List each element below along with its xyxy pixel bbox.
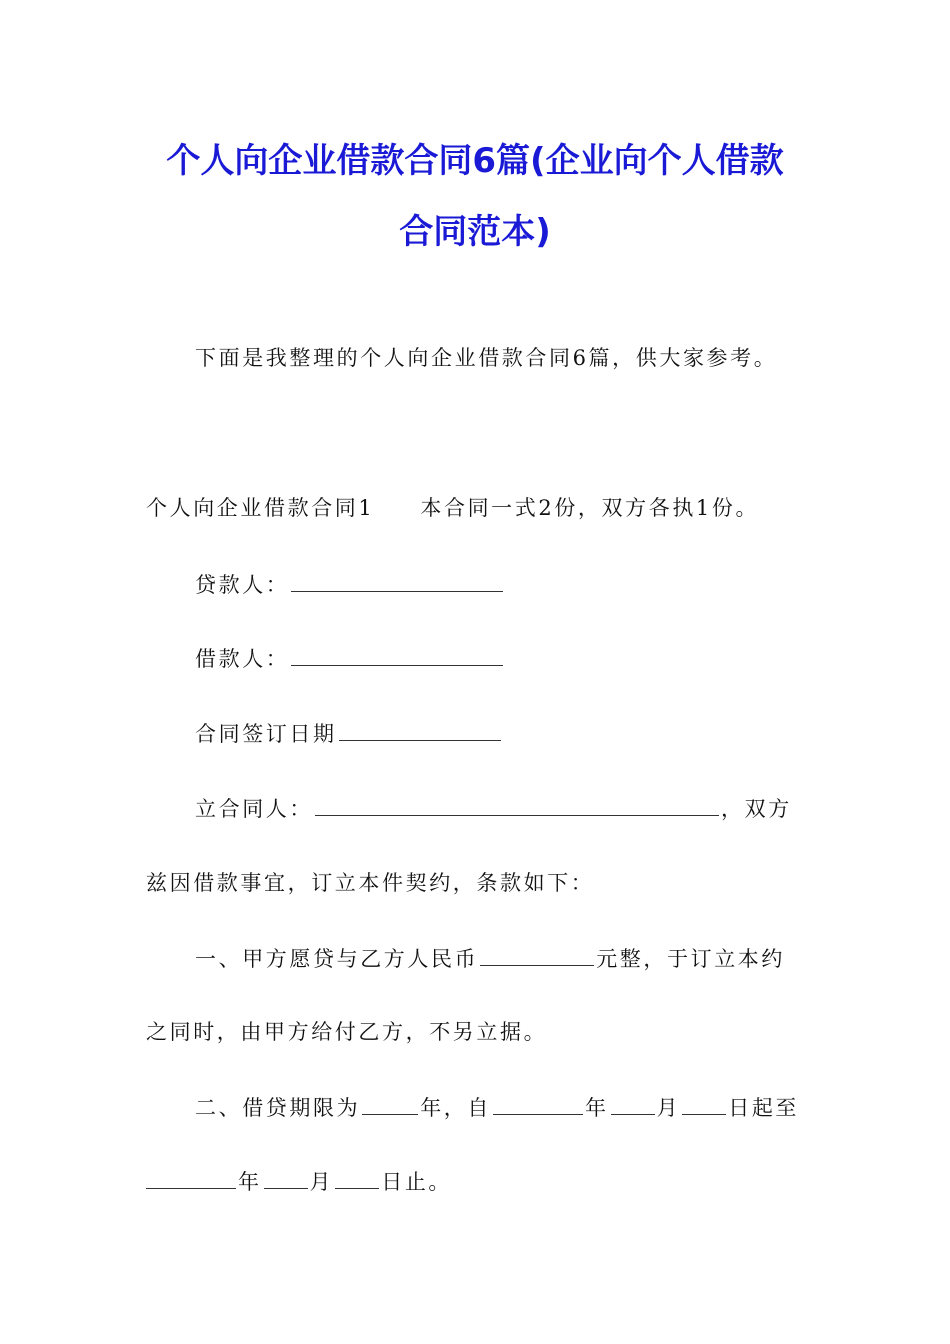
clause-2-end-year-label: 年 [238,1170,262,1194]
contract-heading-row [146,493,759,523]
contract-heading: 个人向企业借款合同1 [146,496,375,520]
clause-1-amount-blank [480,943,594,966]
clause-1-row [195,943,785,974]
lender-row [195,569,505,600]
intro-paragraph: 下面是我整理的个人向企业借款合同6篇，供大家参考。 [195,346,778,370]
parties-label: 立合同人： [195,797,313,821]
lender-blank [291,569,503,592]
clause-2-start-year-blank [493,1092,583,1115]
clause-2-row [195,1092,799,1123]
clause-2-end-year-blank [146,1166,236,1189]
parties-row [195,793,792,824]
clause-2-month-label: 月 [656,1096,681,1120]
sign-date-row [195,718,503,749]
clause-1-line-2: 之同时，由甲方给付乙方，不另立据。 [146,1020,548,1044]
contract-copies-text: 本合同一式2份，双方各执1份。 [420,496,760,520]
borrower-blank [291,643,503,666]
sign-date-blank [339,718,501,741]
clause-2-year-from: 年，自 [420,1096,492,1120]
document-title-line-2: 合同范本) [399,212,551,252]
clause-2-start-day-blank [682,1092,726,1115]
clause-2-day-label: 日起至 [728,1096,800,1120]
lender-label: 贷款人： [195,573,290,597]
sign-date-label: 合同签订日期 [195,722,337,746]
clause-2-years-blank [362,1092,418,1115]
clause-2-end-day-blank [335,1166,379,1189]
clause-2-text-a: 二、借贷期限为 [195,1096,361,1120]
clause-2-end-day-label: 日止。 [381,1170,453,1194]
parties-suffix: ，双方 [721,797,792,821]
clause-2-end-month-label: 月 [309,1170,334,1194]
borrower-label: 借款人： [195,647,290,671]
clause-2-start-month-blank [611,1092,655,1115]
clause-1-text-b: 元整，于订立本约 [596,947,786,971]
borrower-row [195,643,505,674]
parties-line-2: 兹因借款事宜，订立本件契约，条款如下： [146,871,595,895]
clause-2-line-2 [146,1166,452,1197]
clause-1-text-a: 一、甲方愿贷与乙方人民币 [195,947,479,971]
parties-blank [315,793,719,816]
clause-2-year-label: 年 [585,1096,609,1120]
document-title-line-1: 个人向企业借款合同6篇(企业向个人借款 [166,141,784,181]
clause-2-end-month-blank [264,1166,308,1189]
